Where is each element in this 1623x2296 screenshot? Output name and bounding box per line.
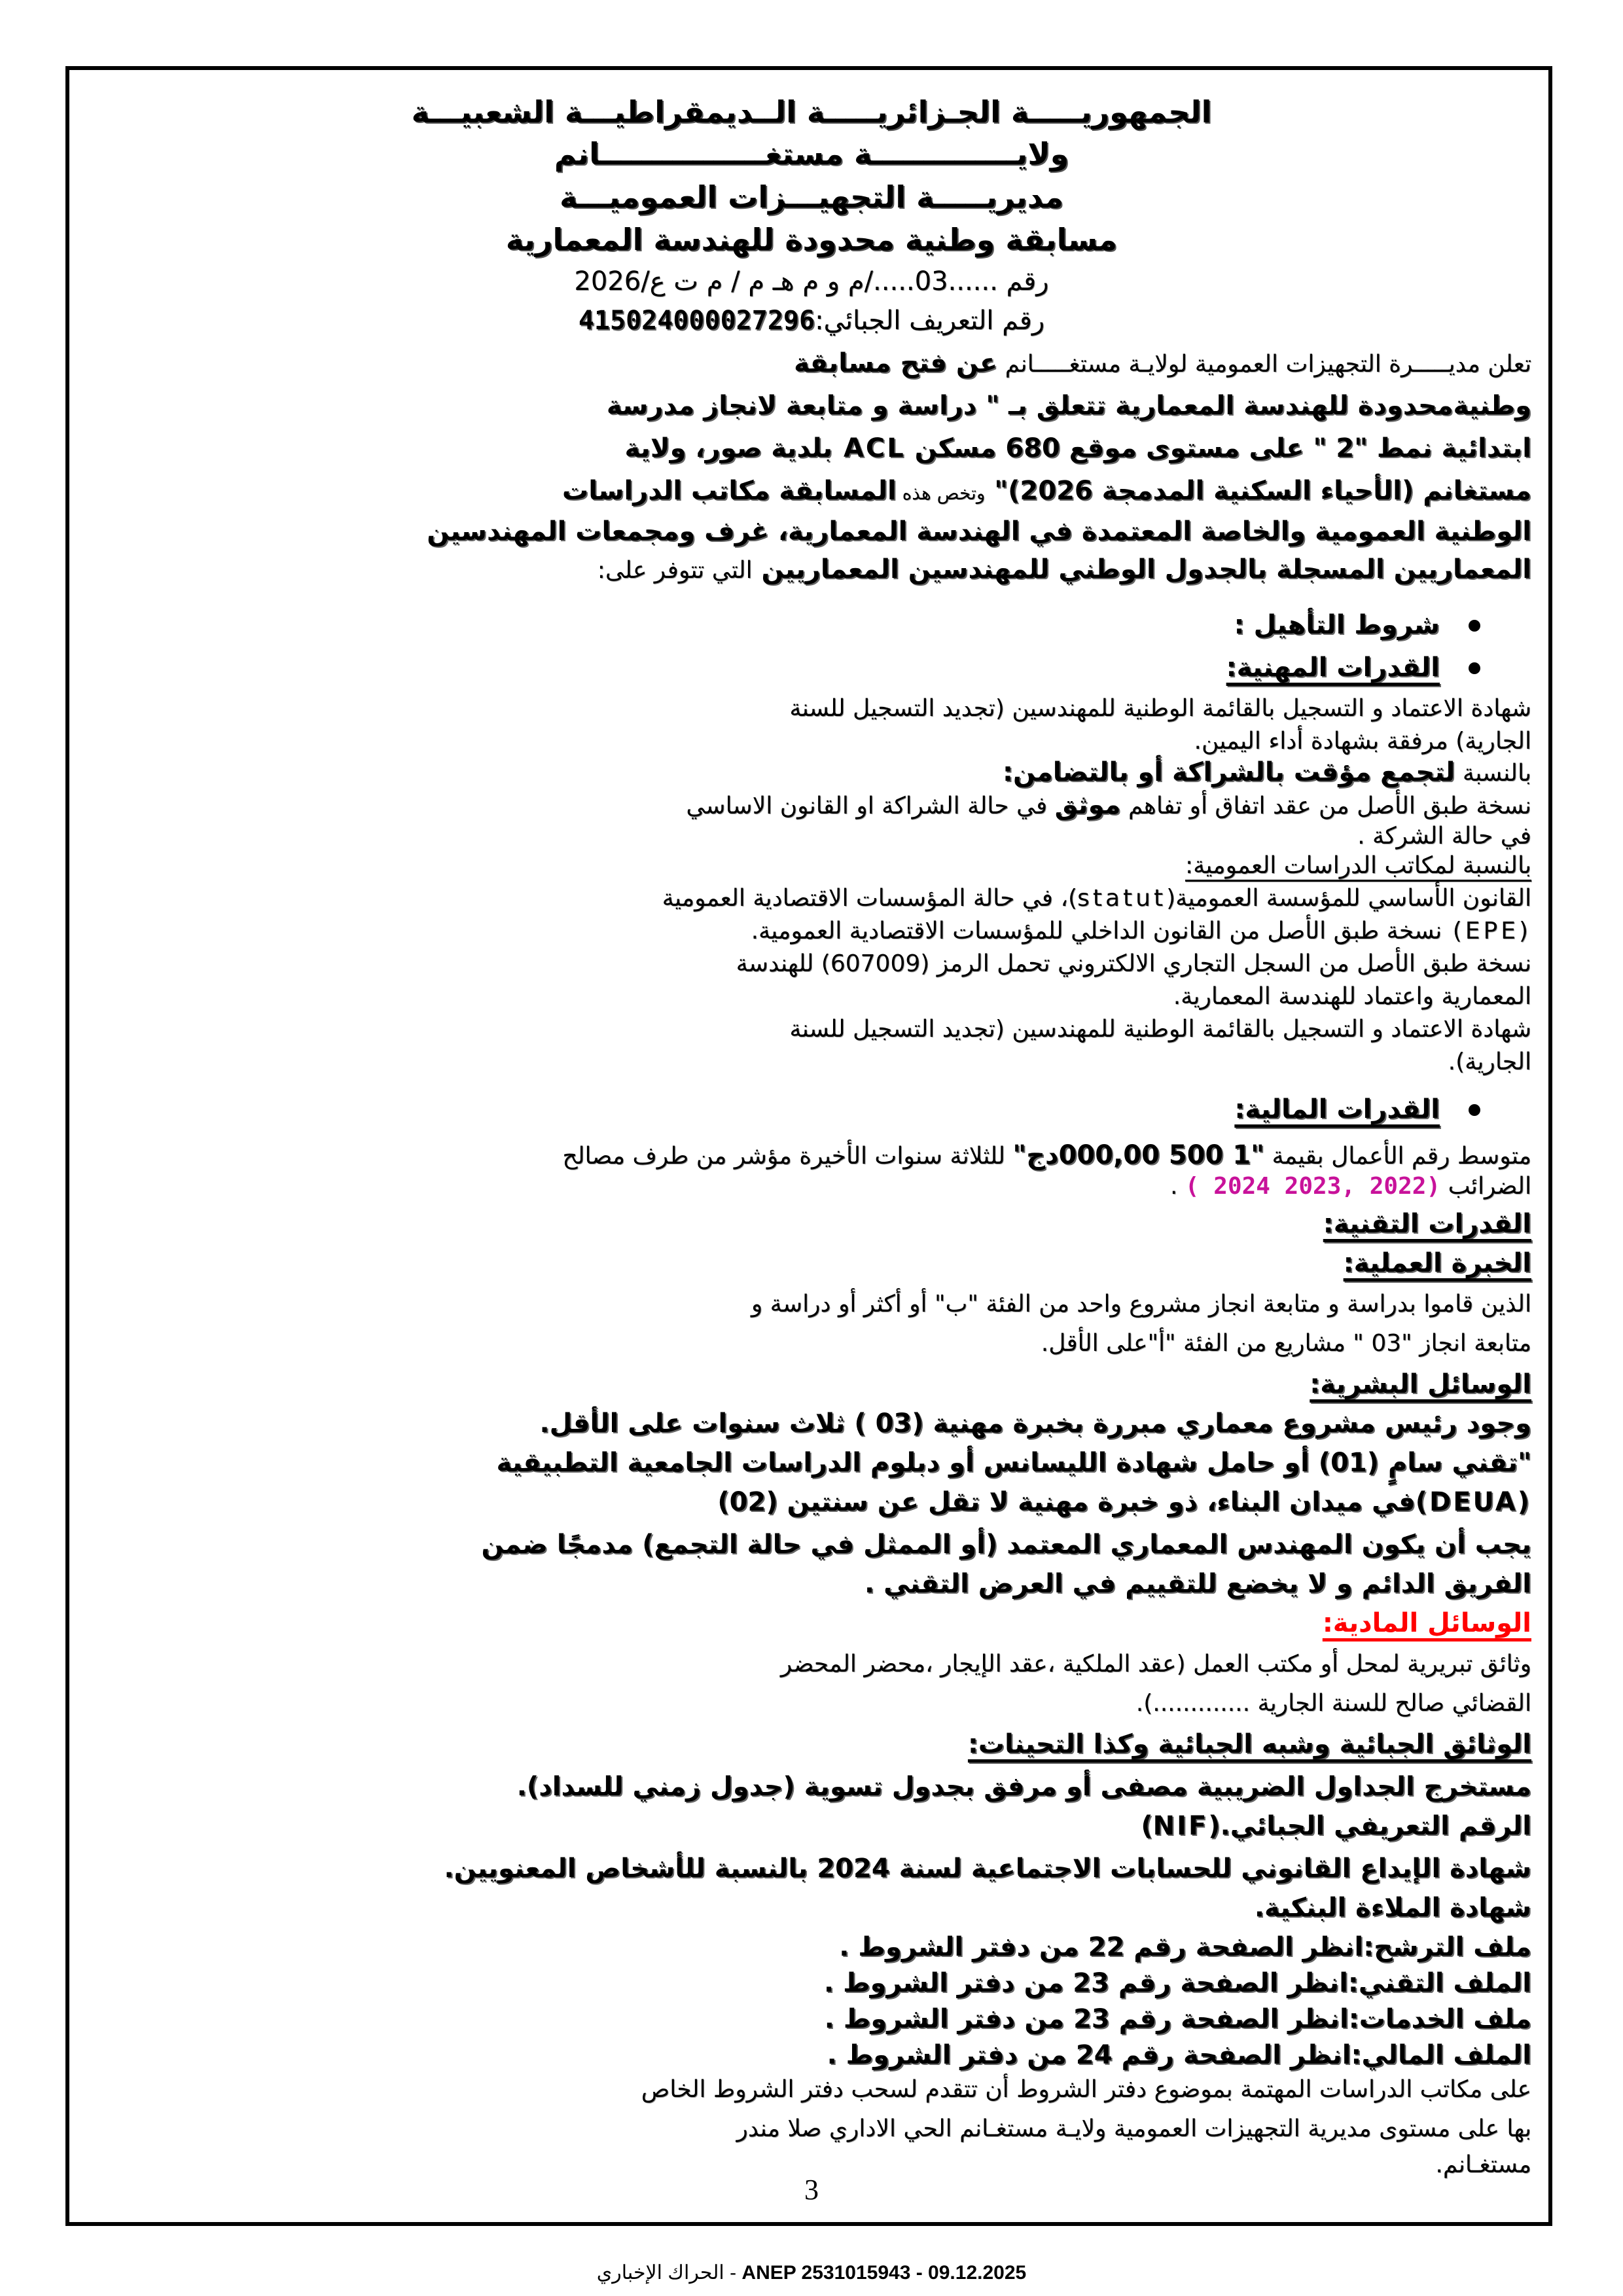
public-offices-line: المعمارية واعتماد للهندسة المعمارية. (1173, 983, 1531, 1010)
material-line: وثائق تبريرية لمحل أو مكتب العمل (عقد الملكية ،عقد الإيجار ،محضر المحضر (780, 1651, 1531, 1677)
tax-id-line (65, 308, 1558, 334)
intro-bold: مستغانم (الأحياء السكنية المدمجة 2026)" (985, 476, 1531, 506)
footer (0, 2261, 1623, 2284)
tax-id-label: رقم التعريف الجبائي: (815, 306, 1045, 336)
bullet-icon (1469, 662, 1480, 674)
file-technical: الملف التقني:انظر الصفحة رقم 23 من دفتر الشروط . (823, 1968, 1531, 1998)
footer-newspaper: الحراك الإخباري (596, 2262, 724, 2284)
bullet-icon (1469, 1104, 1480, 1116)
human-line: "تقني سامٍ (01) أو حامل شهادة الليسانس أو دبلوم الدراسات الجامعية التطبيقية (496, 1448, 1531, 1478)
text: نسخة طبق الأصل من عقد اتفاق أو تفاهم (1120, 793, 1531, 819)
consortium-title: لتجمع مؤقت بالشراكة أو بالتضامن: (1003, 757, 1455, 787)
text-bold: موثق (1054, 790, 1121, 820)
intro-bold: المعماريين المسجلة بالجدول الوطني للمهندسين المعماريين (752, 554, 1531, 584)
text: متوسط رقم الأعمال بقيمة (1264, 1143, 1531, 1170)
public-offices-heading: بالنسبة لمكاتب الدراسات العمومية: (1185, 852, 1531, 879)
tax-docs-line: الرقم التعريفي الجبائي.(NIF) (1141, 1811, 1531, 1841)
intro-text: تعلن مديـــــرة التجهيزات العمومية لولايـة مستغـــــانم (997, 351, 1531, 378)
turnover-amount: "1 500 000,00دج" (1012, 1140, 1265, 1170)
closing-line: مستغـانم. (1435, 2151, 1531, 2178)
intro-bold: المسابقة مكاتب الدراسات (562, 476, 897, 506)
financial-title: القدرات المالية: (1234, 1094, 1440, 1124)
professional-line: الجارية) مرفقة بشهادة أداء اليمين. (1194, 728, 1531, 755)
consortium-line: في حالة الشركة . (1357, 823, 1531, 850)
bullet-icon (1469, 620, 1480, 632)
human-line: (DEUA)في ميدان البناء، ذو خبرة مهنية لا تقل عن سنتين (02) (717, 1487, 1531, 1517)
human-line: الفريق الدائم و لا يخضع للتقييم في العرض التقني . (865, 1569, 1531, 1599)
public-offices-line: شهادة الاعتماد و التسجيل بالقائمة الوطنية للمهندسين (تجديد التسجيل للسنة (789, 1016, 1531, 1043)
material-line: القضائي صالح للسنة الجارية .............). (1135, 1690, 1531, 1717)
human-line: وجود رئيس مشروع معماري مبررة بخبرة مهنية (03 ) ثلاث سنوات على الأقل. (539, 1408, 1531, 1439)
intro-line-1 (794, 350, 1531, 376)
intro-text: وتخص هذه (896, 482, 986, 504)
tax-docs-line: مستخرج الجداول الضريبية مصفى أو مرفق بجدول تسوية (جدول زمني للسداد). (516, 1772, 1531, 1802)
experience-line: متابعة انجاز "03 " مشاريع من الفئة "أ"على الأقل. (1041, 1330, 1531, 1357)
eligibility-title: شروط التأهيل : (1234, 610, 1440, 640)
consortium-heading (1003, 759, 1531, 785)
public-offices-line: الجارية). (1448, 1049, 1531, 1075)
file-candidacy: ملف الترشح:انظر الصفحة رقم 22 من دفتر الشروط . (839, 1932, 1531, 1962)
intro-line-2: وطنيةمحدودة للهندسة المعمارية تتعلق بـ " دراسة و متابعة لانجاز مدرسة (606, 391, 1531, 421)
tax-docs-line: شهادة الإيداع القانوني للحسابات الاجتماعية لسنة 2024 بالنسبة للأشخاص المعنويين. (444, 1854, 1531, 1884)
technical-heading: القدرات التقنية: (1323, 1209, 1531, 1239)
professional-line: شهادة الاعتماد و التسجيل بالقائمة الوطنية للمهندسين (تجديد التسجيل للسنة (789, 695, 1531, 722)
material-heading: الوسائل المادية: (1322, 1608, 1531, 1638)
intro-line-5: الوطنية العمومية والخاصة المعتمدة في الهندسة المعمارية، غرف ومجمعات المهندسين (427, 516, 1531, 547)
intro-text: التي تتوفر على: (597, 557, 753, 584)
closing-line: على مكاتب الدراسات المهتمة بموضوع دفتر الشروط أن تتقدم لسحب دفتر الشروط الخاص (641, 2076, 1531, 2103)
file-financial: الملف المالي:انظر الصفحة رقم 24 من دفتر الشروط . (827, 2040, 1531, 2070)
reference-number: رقم ......03...../م و م هـ م / م ت ع/2026 (574, 266, 1049, 296)
consortium-title-prefix: بالنسبة (1455, 760, 1531, 787)
financial-heading (1234, 1096, 1440, 1122)
experience-line: الذين قاموا بدراسة و متابعة انجاز مشروع واحد من الفئة "ب" أو أكثر أو دراسة و (751, 1291, 1531, 1318)
financial-line (1170, 1175, 1531, 1198)
text: الضرائب (1440, 1173, 1531, 1200)
footer-separator: - (724, 2262, 742, 2284)
fiscal-years: (2022 ,2023 2024 ) (1185, 1173, 1441, 1200)
financial-line (562, 1142, 1531, 1168)
footer-anep-code: ANEP 2531015943 - 09.12.2025 (741, 2262, 1027, 2284)
page-number: 3 (804, 2174, 819, 2206)
professional-title: القدرات المهنية: (1226, 653, 1440, 683)
text: في حالة الشراكة او القانون الاساسي (686, 793, 1055, 819)
tax-id-value: 415024000027296 (578, 306, 815, 336)
tax-docs-heading: الوثائق الجبائية وشبه الجبائية وكذا التحينات: (967, 1729, 1531, 1759)
eligibility-heading (1234, 612, 1440, 638)
text: . (1170, 1173, 1185, 1200)
public-offices-line: القانون الأساسي للمؤسسة العمومية(statut)، في حالة المؤسسات الاقتصادية العمومية (662, 885, 1531, 912)
intro-line-3: ابتدائية نمط "2 " على مستوى موقع 680 مسكن ACL بلدية صور، ولاية (624, 433, 1531, 463)
professional-heading (1226, 655, 1440, 681)
tax-docs-line: شهادة الملاءة البنكية. (1254, 1893, 1531, 1923)
text: للثلاثة سنوات الأخيرة مؤشر من طرف مصالح (562, 1143, 1013, 1170)
closing-line: بها على مستوى مديرية التجهيزات العمومية ولايـة مستغـانم الحي الاداري صلا مندر (736, 2115, 1531, 2142)
human-line: يجب أن يكون المهندس المعماري المعتمد (أو الممثل في حالة التجمع) مدمجًا ضمن (481, 1530, 1531, 1560)
intro-line-6 (597, 556, 1531, 583)
experience-heading: الخبرة العملية: (1343, 1248, 1531, 1278)
directorate-title: مديريـــــة التجهيـــزات العموميـــة (560, 179, 1063, 215)
wilaya-title: ولايــــــــــــــة مستغــــــــــــــــانم (554, 136, 1069, 171)
intro-line-4 (562, 478, 1531, 504)
human-heading: الوسائل البشرية: (1310, 1369, 1531, 1399)
public-offices-line: نسخة طبق الأصل من السجل التجاري الالكتروني تحمل الرمز (607009) للهندسة (736, 950, 1531, 977)
competition-title: مسابقة وطنية محدودة للهندسة المعمارية (505, 222, 1118, 257)
republic-title: الجمهوريـــــة الجـزائريـــــة الــديمقراطيـــة الشعبيـــة (411, 94, 1212, 130)
public-offices-line: (EPE) نسخة طبق الأصل من القانون الداخلي للمؤسسات الاقتصادية العمومية. (751, 918, 1531, 944)
intro-bold: عن فتح مسابقة (794, 348, 998, 378)
file-services: ملف الخدمات:انظر الصفحة رقم 23 من دفتر الشروط . (824, 2004, 1531, 2034)
consortium-line (686, 792, 1531, 818)
